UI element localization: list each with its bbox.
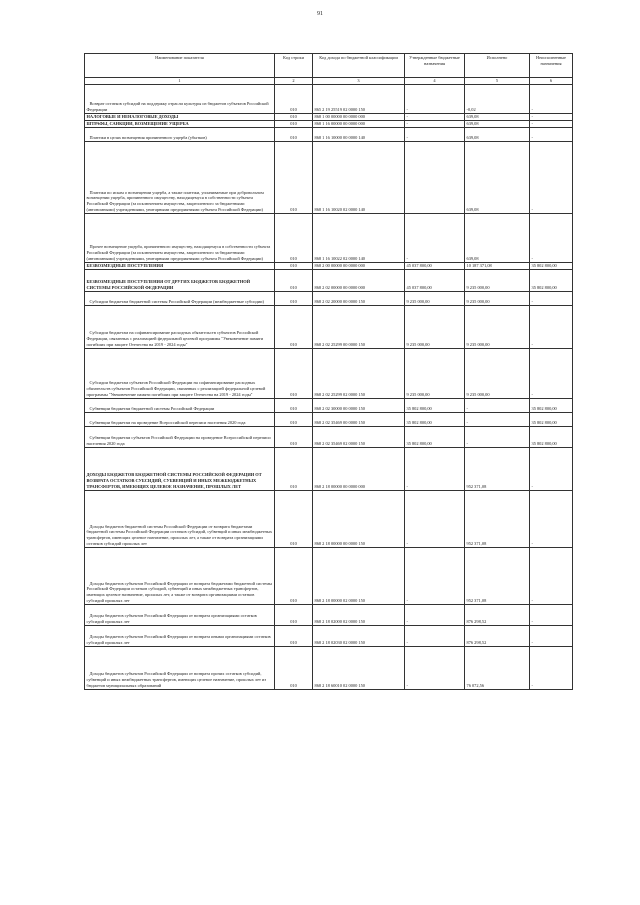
column-number: 2 — [275, 78, 313, 85]
row-unexecuted-cell: - — [530, 213, 573, 262]
row-unexecuted-cell: - — [530, 127, 573, 141]
row-line-code-cell: 010 — [275, 141, 313, 213]
row-income-code-cell: 868 2 00 00000 00 0000 000 — [313, 262, 405, 269]
column-number: 4 — [405, 78, 465, 85]
table-row — [85, 291, 573, 305]
row-approved-cell: - — [405, 447, 465, 490]
row-unexecuted-cell: 35 802 800,00 — [530, 412, 573, 426]
row-name-cell: Субсидии бюджетам бюджетной системы Российской Федерации (межбюджетные субсидии) — [85, 291, 275, 305]
row-executed-cell: 876 298,52 — [465, 625, 530, 646]
row-executed-cell: 9 235 000,00 — [465, 291, 530, 305]
row-line-code-cell: 010 — [275, 84, 313, 113]
row-executed-cell: 639,08 — [465, 120, 530, 127]
row-approved-cell: - — [405, 113, 465, 120]
row-executed-cell: 76 072,56 — [465, 646, 530, 689]
row-unexecuted-cell: - — [530, 625, 573, 646]
table-row — [85, 348, 573, 398]
row-unexecuted-cell: - — [530, 84, 573, 113]
header-income-code: Код дохода по бюджетной классификации — [313, 54, 405, 78]
row-name-cell: Субвенции бюджетам бюджетной системы Российской Федерации — [85, 398, 275, 412]
row-line-code-cell: 010 — [275, 490, 313, 547]
row-income-code-cell: 868 2 02 35469 00 0000 150 — [313, 412, 405, 426]
header-indicator-name: Наименование показателя — [85, 54, 275, 78]
row-unexecuted-cell: 35 802 800,00 — [530, 398, 573, 412]
row-line-code-cell: 010 — [275, 625, 313, 646]
table-row — [85, 213, 573, 262]
row-approved-cell: - — [405, 490, 465, 547]
row-name-cell: Доходы бюджетов бюджетной системы Российской Федерации от возврата бюджетами бюджетной системы Российской Федерации остатков субсидий, субвенций и иных межбюджетных трансфертов, имеющих целевое назначение, прошлых лет, а также от возврата организациями остатков субсидий прошлых лет — [85, 490, 275, 547]
row-executed-cell: -0,02 — [465, 84, 530, 113]
row-line-code-cell: 010 — [275, 547, 313, 604]
header-executed: Исполнено — [465, 54, 530, 78]
row-income-code-cell: 868 1 16 10022 02 0000 140 — [313, 213, 405, 262]
row-name-cell: НАЛОГОВЫЕ И НЕНАЛОГОВЫЕ ДОХОДЫ — [85, 113, 275, 120]
table-row — [85, 127, 573, 141]
row-income-code-cell: 868 2 02 25299 00 0000 150 — [313, 305, 405, 348]
row-executed-cell: 952 371,08 — [465, 490, 530, 547]
row-line-code-cell: 010 — [275, 646, 313, 689]
row-unexecuted-cell: - — [530, 120, 573, 127]
row-unexecuted-cell: - — [530, 547, 573, 604]
page-number: 91 — [317, 11, 323, 17]
row-unexecuted-cell: - — [530, 646, 573, 689]
row-unexecuted-cell: - — [530, 291, 573, 305]
table-row — [85, 490, 573, 547]
row-unexecuted-cell: - — [530, 305, 573, 348]
row-income-code-cell: 868 2 02 30000 00 0000 150 — [313, 398, 405, 412]
row-name-cell: Доходы бюджетов субъектов Российской Федерации от возврата прочих остатков субсидий, субвенций и иных межбюджетных трансфертов, имеющих целевое назначение, прошлых лет из бюджетов муниципальных образований — [85, 646, 275, 689]
row-approved-cell: - — [405, 604, 465, 625]
row-income-code-cell: 868 2 02 00000 00 0000 000 — [313, 269, 405, 291]
row-name-cell: Субвенции бюджетам на проведение Всероссийской переписи населения 2020 года — [85, 412, 275, 426]
row-income-code-cell: 868 2 18 60010 02 0000 150 — [313, 646, 405, 689]
table-row — [85, 141, 573, 213]
row-approved-cell: - — [405, 547, 465, 604]
row-name-cell: БЕЗВОЗМЕЗДНЫЕ ПОСТУПЛЕНИЯ ОТ ДРУГИХ БЮДЖЕТОВ БЮДЖЕТНОЙ СИСТЕМЫ РОССИЙСКОЙ ФЕДЕРАЦИИ — [85, 269, 275, 291]
header-line-code: Код строки — [275, 54, 313, 78]
row-unexecuted-cell: - — [530, 447, 573, 490]
row-unexecuted-cell: 35 802 800,00 — [530, 426, 573, 447]
row-name-cell: Субсидии бюджетам субъектов Российской Федерации на софинансирование расходных обязательств субъектов Российской Федерации, связанных с реализацией федеральной целевой программы "Увековечение памяти погибших при защите Отечества на 2019 - 2024 годы" — [85, 348, 275, 398]
row-line-code-cell: 010 — [275, 426, 313, 447]
row-income-code-cell: 865 2 19 25519 02 0000 150 — [313, 84, 405, 113]
row-approved-cell: 35 802 800,00 — [405, 426, 465, 447]
table-row — [85, 625, 573, 646]
row-executed-cell: 9 235 000,00 — [465, 269, 530, 291]
row-executed-cell: - — [465, 412, 530, 426]
row-name-cell: Доходы бюджетов субъектов Российской Федерации от возврата иными организациями остатков субсидий прошлых лет — [85, 625, 275, 646]
row-approved-cell: - — [405, 127, 465, 141]
row-income-code-cell: 868 1 16 00000 00 0000 000 — [313, 120, 405, 127]
row-unexecuted-cell: 35 802 800,00 — [530, 262, 573, 269]
row-executed-cell: 10 187 371,08 — [465, 262, 530, 269]
row-approved-cell: - — [405, 120, 465, 127]
row-approved-cell: - — [405, 646, 465, 689]
row-line-code-cell: 010 — [275, 305, 313, 348]
row-name-cell: БЕЗВОЗМЕЗДНЫЕ ПОСТУПЛЕНИЯ — [85, 262, 275, 269]
table-row — [85, 120, 573, 127]
row-unexecuted-cell: - — [530, 348, 573, 398]
row-line-code-cell: 010 — [275, 127, 313, 141]
row-name-cell: Прочее возмещение ущерба, причиненного имуществу, находящемуся в собственности субъекта Российской Федерации (за исключением имущества, закрепленного за бюджетными (автономными) учреждениями, унитарными предприятиями субъекта Российской Федерации) — [85, 213, 275, 262]
table-body — [85, 84, 573, 689]
row-approved-cell: 35 802 800,00 — [405, 398, 465, 412]
row-approved-cell: 9 235 000,00 — [405, 305, 465, 348]
column-number: 3 — [313, 78, 405, 85]
row-line-code-cell: 010 — [275, 348, 313, 398]
table-row — [85, 426, 573, 447]
row-line-code-cell: 010 — [275, 113, 313, 120]
row-name-cell: Субвенции бюджетам субъектов Российской Федерации на проведение Всероссийской переписи населения 2020 года — [85, 426, 275, 447]
table-header-row — [85, 54, 573, 78]
row-name-cell: Возврат остатков субсидий на поддержку отрасли культуры из бюджетов субъектов Российской Федерации — [85, 84, 275, 113]
row-name-cell: Платежи по искам о возмещении ущерба, а также платежи, уплачиваемые при добровольном возмещении ущерба, причиненного имуществу, находящемуся в собственности субъекта Российской Федерации (за исключением имущества, закрепленного за бюджетными (автономными) учреждениями, унитарными предприятиями субъекта Российской Федерации) — [85, 141, 275, 213]
table-row — [85, 269, 573, 291]
column-number-row — [85, 78, 573, 85]
row-executed-cell: 9 235 000,00 — [465, 305, 530, 348]
column-number: 6 — [530, 78, 573, 85]
row-unexecuted-cell: - — [530, 604, 573, 625]
table-row — [85, 398, 573, 412]
table-row — [85, 412, 573, 426]
row-line-code-cell: 010 — [275, 398, 313, 412]
row-executed-cell: 639,08 — [465, 127, 530, 141]
row-executed-cell: 639,08 — [465, 141, 530, 213]
table-row — [85, 646, 573, 689]
row-income-code-cell: 868 2 18 00000 02 0000 150 — [313, 547, 405, 604]
row-executed-cell: 876 298,52 — [465, 604, 530, 625]
table-row — [85, 604, 573, 625]
row-line-code-cell: 010 — [275, 291, 313, 305]
row-income-code-cell: 868 2 18 02030 02 0000 150 — [313, 625, 405, 646]
row-unexecuted-cell: - — [530, 141, 573, 213]
row-line-code-cell: 010 — [275, 120, 313, 127]
row-executed-cell: - — [465, 426, 530, 447]
row-line-code-cell: 010 — [275, 604, 313, 625]
row-income-code-cell: 868 1 16 10000 00 0000 140 — [313, 127, 405, 141]
row-executed-cell: 639,08 — [465, 213, 530, 262]
header-unexecuted: Неисполненные назначения — [530, 54, 573, 78]
row-income-code-cell: 868 1 16 10020 02 0000 140 — [313, 141, 405, 213]
income-report-table — [84, 53, 573, 690]
row-name-cell: ШТРАФЫ, САНКЦИИ, ВОЗМЕЩЕНИЕ УЩЕРБА — [85, 120, 275, 127]
row-line-code-cell: 010 — [275, 412, 313, 426]
row-approved-cell: 45 037 800,00 — [405, 262, 465, 269]
row-executed-cell: 952 371,08 — [465, 547, 530, 604]
row-approved-cell: - — [405, 625, 465, 646]
row-name-cell: Доходы бюджетов субъектов Российской Федерации от возврата бюджетами бюджетной системы Российской Федерации остатков субсидий, субвенций и иных межбюджетных трансфертов, имеющих целевое назначение, прошлых лет, а также от возврата организациями остатков субсидий прошлых лет — [85, 547, 275, 604]
row-income-code-cell: 868 2 02 35469 02 0000 150 — [313, 426, 405, 447]
table-row — [85, 262, 573, 269]
row-income-code-cell: 868 1 00 00000 00 0000 000 — [313, 113, 405, 120]
row-executed-cell: 9 235 000,00 — [465, 348, 530, 398]
column-number: 1 — [85, 78, 275, 85]
row-line-code-cell: 010 — [275, 447, 313, 490]
row-line-code-cell: 010 — [275, 269, 313, 291]
row-unexecuted-cell: - — [530, 490, 573, 547]
table-row — [85, 305, 573, 348]
row-unexecuted-cell: 35 802 800,00 — [530, 269, 573, 291]
row-line-code-cell: 010 — [275, 262, 313, 269]
row-income-code-cell: 868 2 02 25299 02 0000 150 — [313, 348, 405, 398]
row-line-code-cell: 010 — [275, 213, 313, 262]
row-name-cell: Платежи в целях возмещения причиненного ущерба (убытков) — [85, 127, 275, 141]
row-name-cell: Субсидии бюджетам на софинансирование расходных обязательств субъектов Российской Федерации, связанных с реализацией федеральной целевой программы "Увековечение памяти погибших при защите Отечества на 2019 - 2024 годы" — [85, 305, 275, 348]
row-income-code-cell: 868 2 18 00000 00 0000 150 — [313, 490, 405, 547]
header-approved: Утвержденные бюджетные назначения — [405, 54, 465, 78]
row-executed-cell: 639,08 — [465, 113, 530, 120]
row-approved-cell: 9 235 000,00 — [405, 291, 465, 305]
table-row — [85, 84, 573, 113]
row-executed-cell: 952 371,08 — [465, 447, 530, 490]
row-approved-cell: 45 037 800,00 — [405, 269, 465, 291]
table-row — [85, 113, 573, 120]
column-number: 5 — [465, 78, 530, 85]
row-name-cell: ДОХОДЫ БЮДЖЕТОВ БЮДЖЕТНОЙ СИСТЕМЫ РОССИЙСКОЙ ФЕДЕРАЦИИ ОТ ВОЗВРАТА ОСТАТКОВ СУБСИДИЙ, СУБВЕНЦИЙ И ИНЫХ МЕЖБЮДЖЕТНЫХ ТРАНСФЕРТОВ, ИМЕЮЩИХ ЦЕЛЕВОЕ НАЗНАЧЕНИЕ, ПРОШЛЫХ ЛЕТ — [85, 447, 275, 490]
row-income-code-cell: 868 2 02 20000 00 0000 150 — [313, 291, 405, 305]
row-income-code-cell: 868 2 18 02000 02 0000 150 — [313, 604, 405, 625]
row-approved-cell — [405, 141, 465, 213]
row-approved-cell: - — [405, 213, 465, 262]
row-name-cell: Доходы бюджетов субъектов Российской Федерации от возврата организациями остатков субсидий прошлых лет — [85, 604, 275, 625]
row-approved-cell: 35 802 800,00 — [405, 412, 465, 426]
row-income-code-cell: 868 2 18 00000 00 0000 000 — [313, 447, 405, 490]
row-approved-cell: - — [405, 84, 465, 113]
row-unexecuted-cell: - — [530, 113, 573, 120]
table-row — [85, 447, 573, 490]
row-executed-cell: - — [465, 398, 530, 412]
table-row — [85, 547, 573, 604]
row-approved-cell: 9 235 000,00 — [405, 348, 465, 398]
